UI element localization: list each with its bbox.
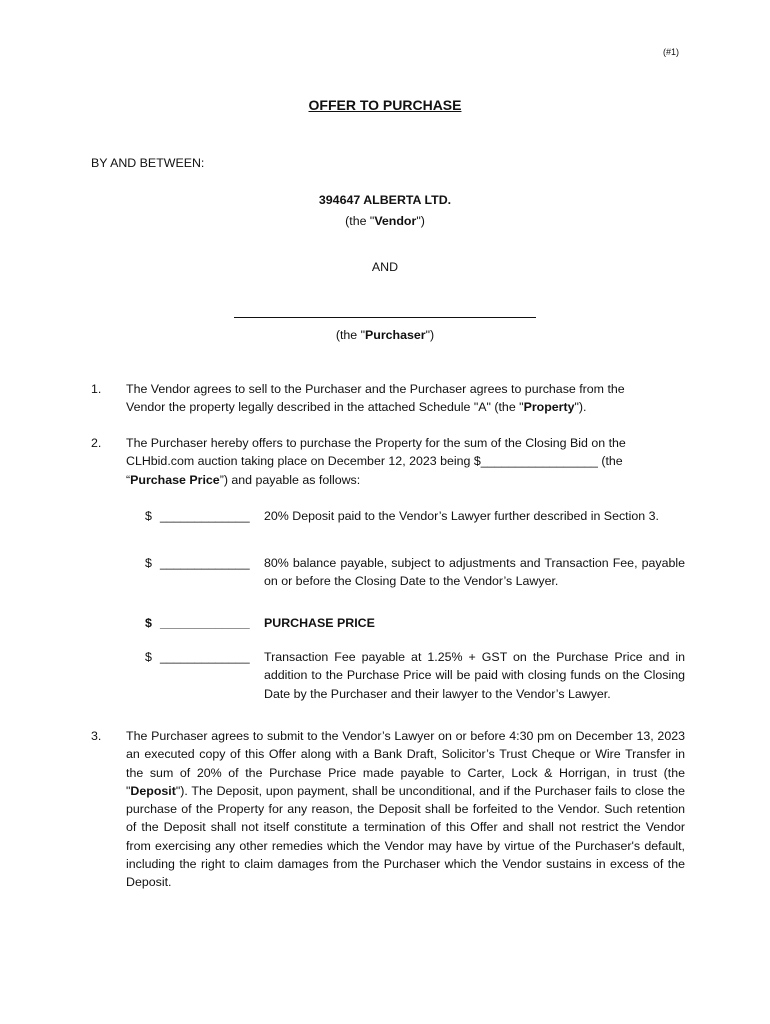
amount-blank: _____________ xyxy=(160,509,250,523)
amount-blank: _____________ xyxy=(160,650,250,664)
dollar-sign: $ xyxy=(145,509,152,523)
clause-text: The Purchaser agrees to submit to the Vendor’s Lawyer on or before 4:30 pm on December 13, 2023 an executed copy of this Offer along with a Bank Draft, Solicitor’s Trust Cheque or Wire Transfer in the sum of 20% of the Purchase Price made payable to Carter, Lock & Horrigan, in trust (the "Deposit"). The Deposit, upon payment, shall be unconditional, and if the Purchaser fails to close the purchase of the Property for any reason, the Deposit shall be forfeited to the Vendor. Such retention of the Deposit shall not itself constitute a termination of this Offer and shall not restrict the Vendor from exercising any other remedies which the Vendor may have by virtue of the Purchaser's default, including the right to claim damages from the Purchaser which the Vendor sustains in excess of the Deposit. xyxy=(126,729,685,890)
payment-description: 80% balance payable, subject to adjustments and Transaction Fee, payable on or before the Closing Date to the Vendor’s Lawyer. xyxy=(264,556,685,589)
dollar-sign: $ xyxy=(145,616,152,630)
clause-3 xyxy=(91,727,685,892)
page-number: (#1) xyxy=(662,47,679,57)
dollar-sign: $ xyxy=(145,650,152,664)
purchaser-role: (the "Purchaser") xyxy=(335,328,435,342)
clause-number: 1. xyxy=(91,382,102,396)
payment-row-purchase-price xyxy=(145,614,685,632)
and-label: AND xyxy=(371,260,399,274)
clause-text: The Vendor agrees to sell to the Purchaser and the Purchaser agrees to purchase from the Vendor the property legally described in the attached Schedule "A" (the "Property"). xyxy=(126,382,625,415)
document-title: OFFER TO PURCHASE xyxy=(308,97,462,113)
payment-description: 20% Deposit paid to the Vendor’s Lawyer further described in Section 3. xyxy=(264,509,659,523)
vendor-name: 394647 ALBERTA LTD. xyxy=(318,193,452,207)
clause-2 xyxy=(91,434,685,489)
payment-description: PURCHASE PRICE xyxy=(264,616,375,630)
amount-blank: _____________ xyxy=(160,616,250,630)
clause-number: 2. xyxy=(91,436,102,450)
payment-row-deposit xyxy=(145,507,685,525)
payment-row-transaction-fee xyxy=(145,648,685,703)
payment-row-balance xyxy=(145,554,685,591)
clause-1 xyxy=(91,380,685,417)
dollar-sign: $ xyxy=(145,556,152,570)
amount-blank: _____________ xyxy=(160,556,250,570)
purchaser-name-blank xyxy=(234,317,536,318)
payment-description: Transaction Fee payable at 1.25% + GST on the Purchase Price and in addition to the Purchase Price will be paid with closing funds on the Closing Date by the Purchaser and their lawyer to the Vendor’s Lawyer. xyxy=(264,650,685,701)
parties-label: BY AND BETWEEN: xyxy=(91,156,205,170)
vendor-role: (the "Vendor") xyxy=(345,214,425,228)
clause-number: 3. xyxy=(91,729,102,743)
clause-text: The Purchaser hereby offers to purchase the Property for the sum of the Closing Bid on the CLHbid.com auction taking place on December 12, 2023 being $_________________ (the “Purchase Price”) and payable as follows: xyxy=(126,436,626,487)
